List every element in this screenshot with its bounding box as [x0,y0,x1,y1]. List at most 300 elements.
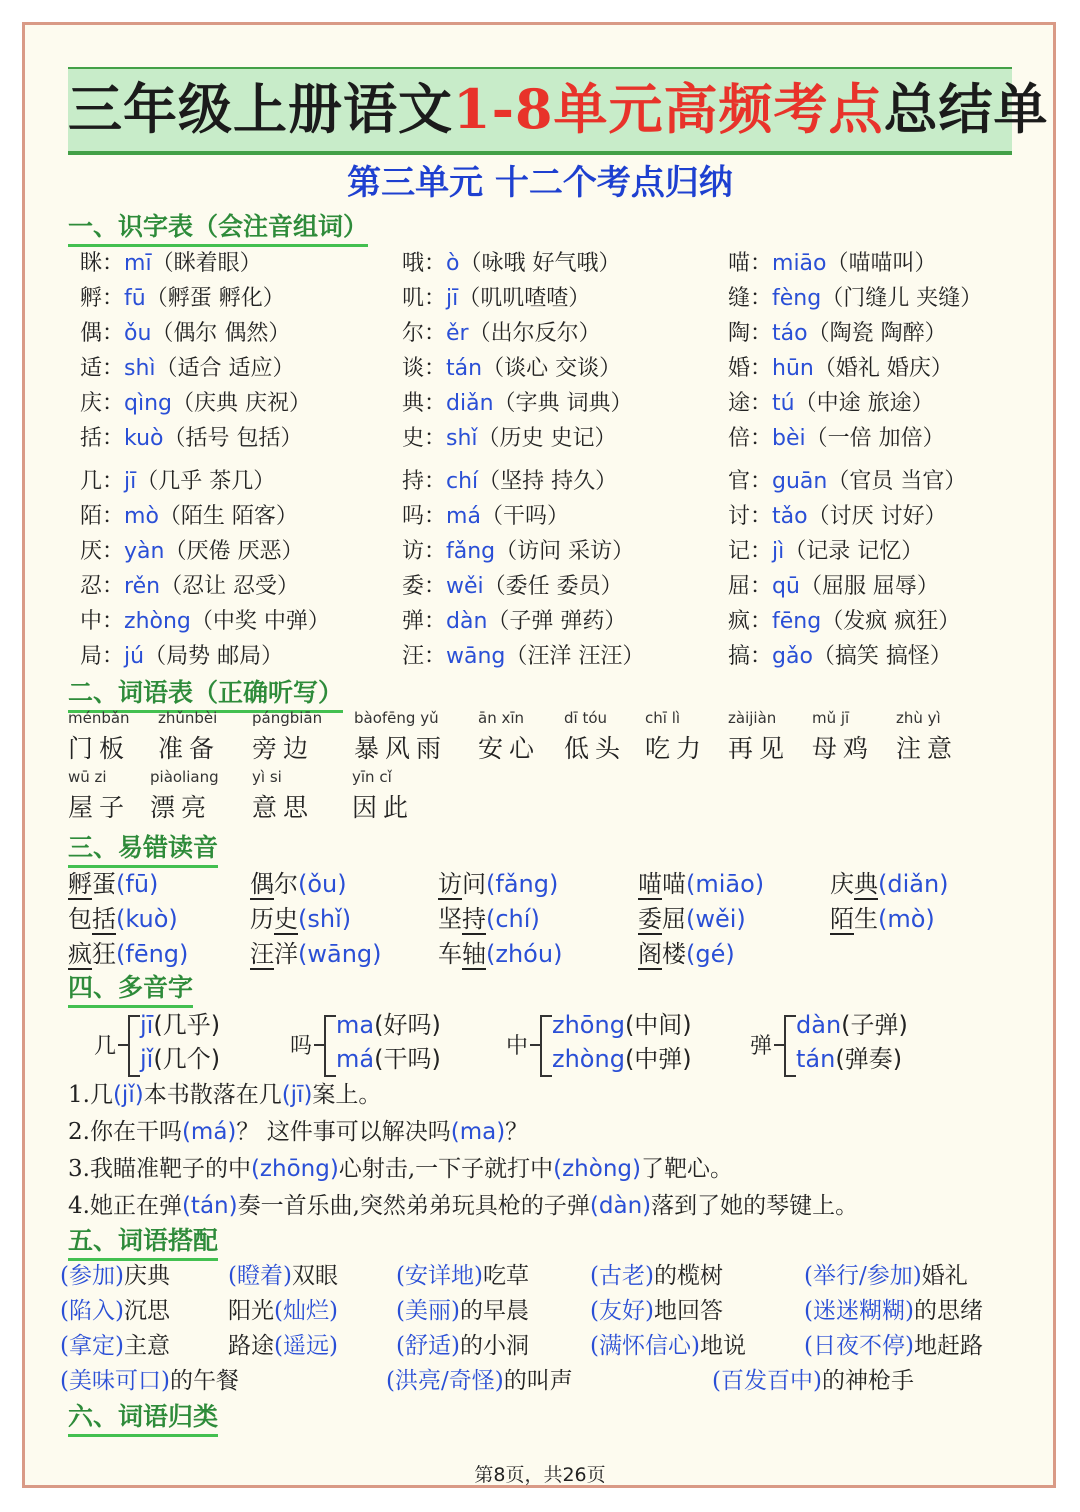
word-pinyin: dī tóu [564,709,608,727]
collocation-rest: 主意 [123,1333,170,1359]
vocab-words: （门缝儿 夹缝） [821,286,983,311]
vocab-words: （访问 采访） [495,539,635,564]
reading-word: (几乎) [153,1011,221,1039]
error-marked-char: 汪 [250,940,274,968]
collocation-fill: (古老) [590,1263,654,1289]
collocation-item [60,1327,170,1360]
reading-pinyin: zhōng [552,1011,625,1039]
word-chars: 因此 [352,793,415,822]
sentence-pinyin: (zhōng) [250,1156,339,1182]
error-suffix: 蛋 [92,870,116,898]
error-pinyin: (diǎn) [878,870,949,898]
sentence-pinyin: (ma) [450,1119,506,1145]
error-pinyin: (fǎng) [486,870,559,898]
vocab-entry [80,639,283,670]
reading-word: (几个) [153,1045,221,1073]
vocab-pinyin: fēng [772,609,822,634]
collocation-fill: (友好) [590,1298,654,1324]
vocab-entry [80,316,290,347]
vocab-pinyin: jī [124,469,137,494]
sentence-text: 2.你在干吗 [68,1119,182,1145]
vocab-char: 尔： [402,321,447,346]
vocab-char: 缝： [728,286,773,311]
error-pinyin: (wāng) [298,940,382,968]
error-marked-char: 典 [854,870,878,898]
vocab-entry [402,421,617,452]
word-pinyin: chī lì [645,709,681,727]
vocab-pinyin: ò [446,251,460,276]
collocation-item [396,1327,529,1360]
polyphone-bracket [784,1015,796,1077]
collocation-rest: 双眼 [291,1263,338,1289]
vocab-pinyin: tán [446,356,483,381]
vocab-words: （适合 适应） [155,356,295,381]
collocation-rest: 的午餐 [169,1368,239,1394]
collocation-fill: (拿定) [60,1333,124,1359]
sentence-pinyin: (dàn) [589,1193,652,1219]
sentence-text: 奏一首乐曲,突然弟弟玩具枪的子弹 [237,1193,590,1219]
error-prefix: 历 [250,905,274,933]
collocation-fill: (安详地) [396,1263,483,1289]
word-item [728,709,790,765]
section-5-label: 五、词语搭配 [68,1226,219,1255]
vocab-words: （屈服 屈辱） [799,574,939,599]
vocab-char: 谈： [402,356,447,381]
vocab-char: 搞： [728,644,773,669]
polyphone-reading-2 [140,1039,220,1074]
word-chars: 安心 [478,734,541,763]
section-heading-3 [68,828,218,868]
error-marked-char: 史 [274,905,298,933]
collocation-fill: (美味可口) [60,1368,170,1394]
vocab-entry [728,351,953,382]
section-2-label: 二、词语表（正确听写） [68,678,344,707]
word-chars: 母鸡 [812,734,875,763]
collocation-rest: 婚礼 [921,1263,968,1289]
sentence-text: 案上。 [312,1082,382,1108]
vocab-pinyin: bèi [772,426,806,451]
vocab-pinyin: rěn [124,574,161,599]
error-suffix: 屈 [662,905,686,933]
vocab-entry [80,499,298,530]
vocab-char: 忍： [80,574,125,599]
vocab-entry [402,534,634,565]
collocation-fill: (遥远) [274,1333,338,1359]
title-highlight: 1-8单元高频考点 [453,77,884,141]
vocab-pinyin: zhòng [124,609,191,634]
word-item [150,768,219,824]
collocation-fill: (洪亮/奇怪) [386,1368,504,1394]
collocation-item [396,1292,529,1325]
error-item [250,899,351,934]
collocation-rest: 的思绪 [913,1298,983,1324]
vocab-char: 委： [402,574,447,599]
error-item [250,864,347,899]
vocab-pinyin: fǎng [446,539,496,564]
vocab-entry [728,281,982,312]
vocab-char: 典： [402,391,447,416]
vocab-char: 途： [728,391,773,416]
vocab-char: 几： [80,469,125,494]
vocab-entry [402,246,620,277]
vocab-words: （中途 旅途） [794,391,934,416]
section-4-label: 四、多音字 [68,973,194,1002]
polyphone-reading-2 [336,1039,441,1074]
error-suffix: 狂 [92,940,116,968]
vocab-pinyin: diǎn [446,391,494,416]
vocab-char: 庆： [80,391,125,416]
example-sentence [68,1150,733,1183]
vocab-words: （喵喵叫） [826,251,937,276]
vocab-words: （陌生 陌客） [158,504,298,529]
reading-word: (好吗) [374,1011,441,1039]
vocab-pinyin: qū [772,574,800,599]
word-pinyin: ān xīn [478,709,525,727]
vocab-pinyin: yàn [124,539,165,564]
error-pinyin: (kuò) [116,905,178,933]
vocab-entry [402,569,623,600]
collocation-rest: 的叫声 [503,1368,573,1394]
word-chars: 意思 [252,793,315,822]
word-item [896,709,958,765]
error-marked-char: 陌 [830,905,854,933]
vocab-entry [402,639,644,670]
word-chars: 再见 [728,734,791,763]
vocab-pinyin: kuò [124,426,164,451]
vocab-char: 适： [80,356,125,381]
vocab-entry [80,464,275,495]
vocab-char: 访： [402,539,447,564]
word-item [478,709,540,765]
vocab-char: 哦： [402,251,447,276]
word-pinyin: piàoliang [150,768,219,786]
example-sentence [68,1076,381,1109]
sentence-text: 1.几 [68,1082,113,1108]
vocab-entry [402,351,621,382]
word-pinyin: bàofēng yǔ [354,709,439,727]
error-suffix: 问 [462,870,486,898]
vocab-pinyin: miāo [772,251,827,276]
reading-pinyin: dàn [796,1011,842,1039]
error-pinyin: (ǒu) [298,870,347,898]
collocation-fill: (舒适) [396,1333,460,1359]
vocab-char: 疯： [728,609,773,634]
collocation-rest: 地回答 [653,1298,723,1324]
vocab-words: （子弹 弹药） [487,609,627,634]
sentence-text: 4.她正在弹 [68,1193,182,1219]
example-sentence [68,1187,858,1220]
page-footer: 第8页，共26页 [474,1464,606,1486]
word-pinyin: yīn cǐ [352,768,392,786]
vocab-words: （委任 委员） [483,574,623,599]
title-band [68,67,1049,155]
vocab-pinyin: fū [124,286,146,311]
example-sentence [68,1113,528,1146]
vocab-entry [728,569,939,600]
vocab-char: 眯： [80,251,125,276]
sentence-text: 了靶心。 [640,1156,733,1182]
collocation-item [386,1362,573,1395]
polyphone-bracket [324,1015,336,1077]
error-prefix: 车 [438,940,462,968]
word-chars: 旁边 [252,734,315,763]
vocab-entry [728,639,952,670]
collocation-rest: 沉思 [123,1298,170,1324]
sentence-pinyin: (jī) [281,1082,313,1108]
word-chars: 门板 [68,734,131,763]
vocab-pinyin: fèng [772,286,822,311]
collocation-rest: 庆典 [123,1263,170,1289]
sentence-pinyin: (jǐ) [112,1082,144,1108]
collocation-fill: (日夜不停) [804,1333,914,1359]
vocab-words: （出尔反尔） [468,321,601,346]
error-marked-char: 偶 [250,870,274,898]
section-3-label: 三、易错读音 [68,833,219,862]
word-item [252,768,314,824]
error-item [438,864,558,899]
vocab-words: （忍让 忍受） [160,574,300,599]
vocab-entry [80,421,302,452]
vocab-words: （庆典 庆祝） [172,391,312,416]
error-marked-char: 委 [638,905,662,933]
collocation-fill: (美丽) [396,1298,460,1324]
collocation-item [228,1327,338,1360]
vocab-pinyin: jì [772,539,785,564]
vocab-entry [728,246,937,277]
vocab-pinyin: gǎo [772,644,813,669]
error-marked-char: 阁 [638,940,662,968]
vocab-entry [728,604,960,635]
error-pinyin: (shǐ) [298,905,352,933]
vocab-words: （眯着眼） [151,251,262,276]
word-pinyin: yì si [252,768,282,786]
vocab-words: （中奖 中弹） [190,609,330,634]
vocab-char: 汪： [402,644,447,669]
reading-pinyin: má [336,1045,375,1073]
collocation-item [712,1362,914,1395]
vocab-entry [80,604,330,635]
error-marked-char: 轴 [462,940,486,968]
collocation-fill: (满怀信心) [590,1333,700,1359]
vocab-char: 讨： [728,504,773,529]
vocab-pinyin: tǎo [772,504,808,529]
word-item [354,709,447,765]
reading-word: (干吗) [374,1045,441,1073]
collocation-rest: 吃草 [482,1263,529,1289]
collocation-rest: 的神枪手 [821,1368,914,1394]
vocab-char: 偶： [80,321,125,346]
vocab-words: （咏哦 好气哦） [459,251,621,276]
vocab-char: 中： [80,609,125,634]
vocab-pinyin: ǒu [124,321,152,346]
error-marked-char: 访 [438,870,462,898]
error-pinyin: (fēng) [116,940,189,968]
vocab-char: 厌： [80,539,125,564]
word-item [158,709,220,765]
vocab-words: （汪洋 汪汪） [505,644,645,669]
vocab-pinyin: wāng [446,644,506,669]
vocab-pinyin: chí [446,469,479,494]
collocation-fill: (灿烂) [274,1298,338,1324]
vocab-entry [728,464,966,495]
collocation-item [60,1257,170,1290]
sentence-text: ？ [505,1119,529,1145]
collocation-lead: 阳光 [228,1298,274,1324]
error-suffix: 尔 [274,870,298,898]
word-pinyin: pángbiān [252,709,323,727]
error-marked-char: 括 [92,905,116,933]
vocab-pinyin: táo [772,321,808,346]
collocation-rest: 地赶路 [913,1333,983,1359]
word-item [812,709,874,765]
reading-pinyin: zhòng [552,1045,625,1073]
error-marked-char: 持 [462,905,486,933]
vocab-pinyin: guān [772,469,828,494]
polyphone-reading-2 [796,1039,902,1074]
section-heading-6 [68,1397,218,1437]
polyphone-reading-1 [552,1005,692,1040]
vocab-entry [402,316,601,347]
vocab-pinyin: shǐ [446,426,478,451]
error-pinyin: (mò) [878,905,935,933]
error-suffix: 生 [854,905,878,933]
vocab-char: 括： [80,426,125,451]
vocab-words: （坚持 持久） [478,469,618,494]
vocab-entry [728,534,923,565]
vocab-pinyin: dàn [446,609,488,634]
collocation-item [228,1292,338,1325]
vocab-entry [728,499,947,530]
title-part3: 总结单 [883,77,1049,141]
vocab-words: （干吗） [480,504,569,529]
word-pinyin: zhǔnbèi [158,709,218,727]
vocab-char: 屈： [728,574,773,599]
error-item [68,864,158,899]
sentence-pinyin: (zhòng) [553,1156,641,1182]
word-pinyin: mǔ jī [812,709,850,727]
vocab-char: 持： [402,469,447,494]
section-underline [68,1434,218,1437]
vocab-char: 吗： [402,504,447,529]
vocab-pinyin: hūn [772,356,814,381]
page-title [68,77,1049,141]
word-item [564,709,626,765]
reading-word: (中间) [624,1011,692,1039]
vocab-words: （讨厌 讨好） [807,504,947,529]
vocab-words: （记录 记忆） [784,539,924,564]
collocation-item [396,1257,529,1290]
polyphone-reading-2 [552,1039,692,1074]
vocab-entry [728,316,947,347]
reading-word: (弹奏) [835,1045,903,1073]
vocab-words: （孵蛋 孵化） [145,286,285,311]
polyphone-char: 中 [506,1034,529,1059]
vocab-char: 倍： [728,426,773,451]
collocation-item [804,1257,968,1290]
error-pinyin: (fū) [116,870,159,898]
vocab-words: （叽叽喳喳） [458,286,591,311]
vocab-char: 喵： [728,251,773,276]
collocation-item [804,1292,983,1325]
vocab-words: （偶尔 偶然） [151,321,291,346]
word-chars: 屋子 [68,793,131,822]
polyphone-reading-1 [140,1005,220,1040]
error-marked-char: 疯 [68,940,92,968]
sentence-pinyin: (má) [181,1119,237,1145]
error-pinyin: (wěi) [686,905,746,933]
error-item [638,934,735,969]
collocation-fill: (瞪着) [228,1263,292,1289]
word-chars: 吃力 [645,734,708,763]
collocation-fill: (百发百中) [712,1368,822,1394]
vocab-pinyin: ěr [446,321,469,346]
error-suffix: 楼 [662,940,686,968]
vocab-char: 官： [728,469,773,494]
vocab-pinyin: mī [124,251,152,276]
collocation-fill: (参加) [60,1263,124,1289]
vocab-char: 陌： [80,504,125,529]
unit-subtitle: 第三单元 十二个考点归纳 [347,163,733,203]
vocab-words: （字典 词典） [493,391,633,416]
vocab-entry [402,386,633,417]
error-prefix: 庆 [830,870,854,898]
vocab-pinyin: mò [124,504,159,529]
vocab-pinyin: qìng [124,391,173,416]
vocab-entry [80,281,285,312]
error-item [638,899,746,934]
word-chars: 漂亮 [150,793,213,822]
collocation-rest: 的小洞 [459,1333,529,1359]
collocation-item [228,1257,338,1290]
vocab-char: 叽： [402,286,447,311]
vocab-entry [80,569,299,600]
section-6-label: 六、词语归类 [68,1402,219,1431]
section-heading-1 [68,207,368,247]
collocation-fill: (迷迷糊糊) [804,1298,914,1324]
vocab-char: 陶： [728,321,773,346]
collocation-rest: 的早晨 [459,1298,529,1324]
vocab-words: （婚礼 婚庆） [813,356,953,381]
vocab-pinyin: má [446,504,481,529]
collocation-rest: 地说 [699,1333,746,1359]
error-pinyin: (chí) [486,905,540,933]
vocab-entry [728,386,934,417]
section-heading-5 [68,1221,218,1261]
polyphone-reading-1 [336,1005,441,1040]
collocation-item [804,1327,983,1360]
section-heading-2 [68,673,343,713]
reading-pinyin: tán [796,1045,836,1073]
collocation-item [590,1327,746,1360]
vocab-pinyin: jú [124,644,145,669]
error-pinyin: (gé) [686,940,735,968]
collocation-fill: (陷入) [60,1298,124,1324]
sentence-text: 心射击,一下子就打中 [338,1156,554,1182]
vocab-char: 弹： [402,609,447,634]
section-heading-4 [68,968,193,1008]
vocab-entry [728,421,945,452]
vocab-words: （历史 史记） [477,426,617,451]
word-item [68,768,130,824]
vocab-entry [80,246,262,277]
title-part1: 三年级上册语文 [68,77,453,141]
vocab-pinyin: shì [124,356,156,381]
polyphone-reading-1 [796,1005,908,1040]
collocation-fill: (举行/参加) [804,1263,922,1289]
vocab-words: （陶瓷 陶醉） [807,321,947,346]
word-item [645,709,707,765]
polyphone-char: 几 [94,1034,117,1059]
